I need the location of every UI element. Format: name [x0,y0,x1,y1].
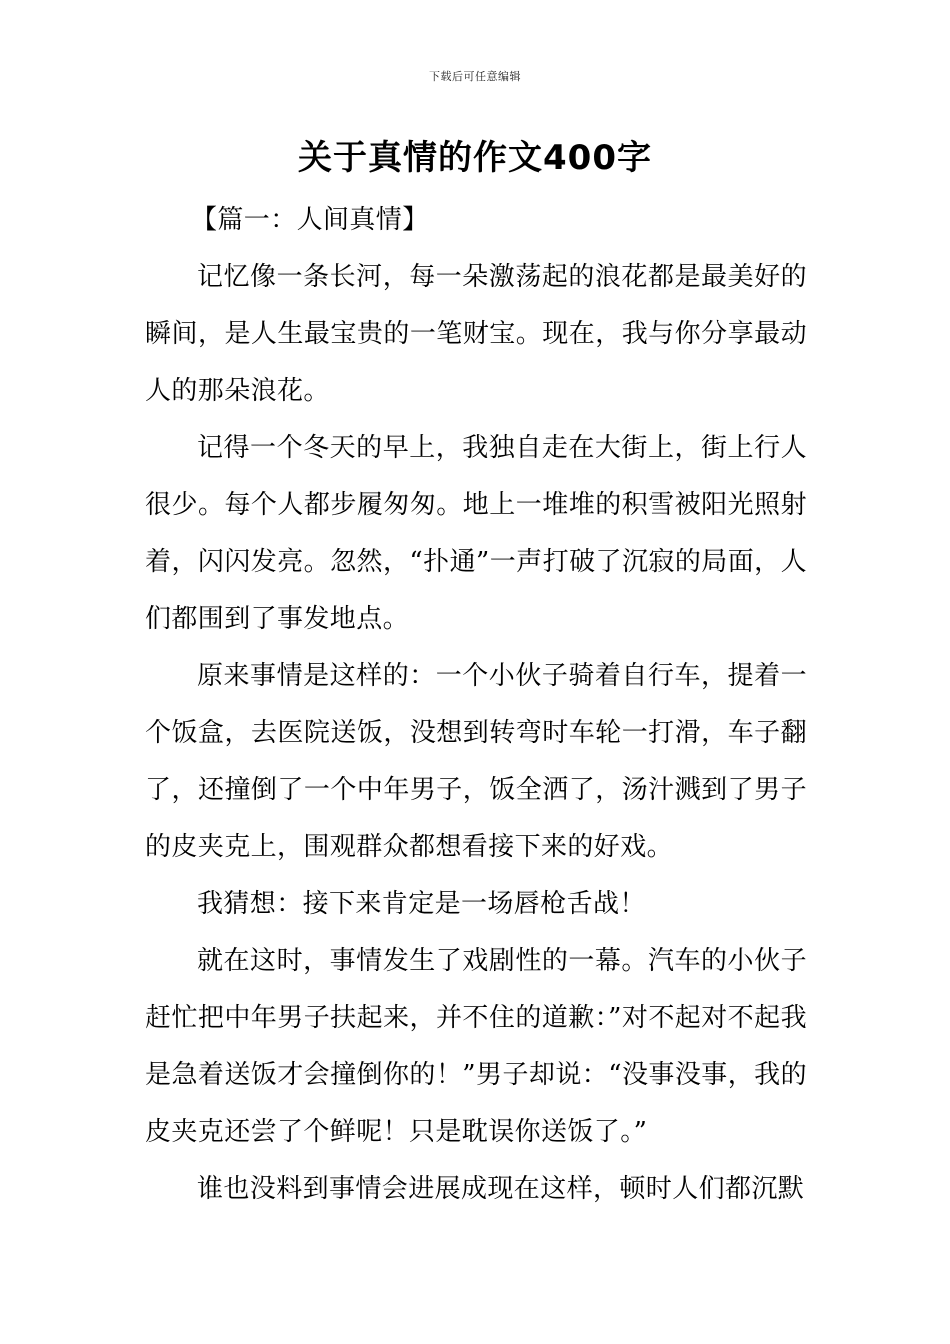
paragraph: 我猜想：接下来肯定是一场唇枪舌战！ [197,889,646,919]
header-note: 下载后可任意编辑 [429,70,521,83]
section-heading: 【篇一：人间真情】 [191,205,429,235]
paragraph: 就在这时，事情发生了戏剧性的一幕。汽车的小伙子赶忙把中年男子扶起来，并不住的道歉：”对不起对不起我是急着送饭才会撞倒你的！”男子却说：“没事没事，我的皮夹克还尝了个鲜呢！只是耽误你送饭了。” [145,946,807,1147]
document-title: 关于真情的作文400字 [298,138,652,178]
paragraph: 原来事情是这样的：一个小伙子骑着自行车，提着一个饭盒，去医院送饭，没想到转弯时车轮一打滑，车子翻了，还撞倒了一个中年男子，饭全洒了，汤汁溅到了男子的皮夹克上，围观群众都想看接下来的好戏。 [145,661,807,862]
paragraph: 记忆像一条长河，每一朵激荡起的浪花都是最美好的瞬间，是人生最宝贵的一笔财宝。现在，我与你分享最动人的那朵浪花。 [145,262,807,406]
paragraph: 谁也没料到事情会进展成现在这样，顿时人们都沉默 [197,1174,805,1204]
document-body [145,192,807,1218]
paragraph: 记得一个冬天的早上，我独自走在大街上，街上行人很少。每个人都步履匆匆。地上一堆堆的积雪被阳光照射着，闪闪发亮。忽然，“扑通”一声打破了沉寂的局面，人们都围到了事发地点。 [145,433,807,634]
